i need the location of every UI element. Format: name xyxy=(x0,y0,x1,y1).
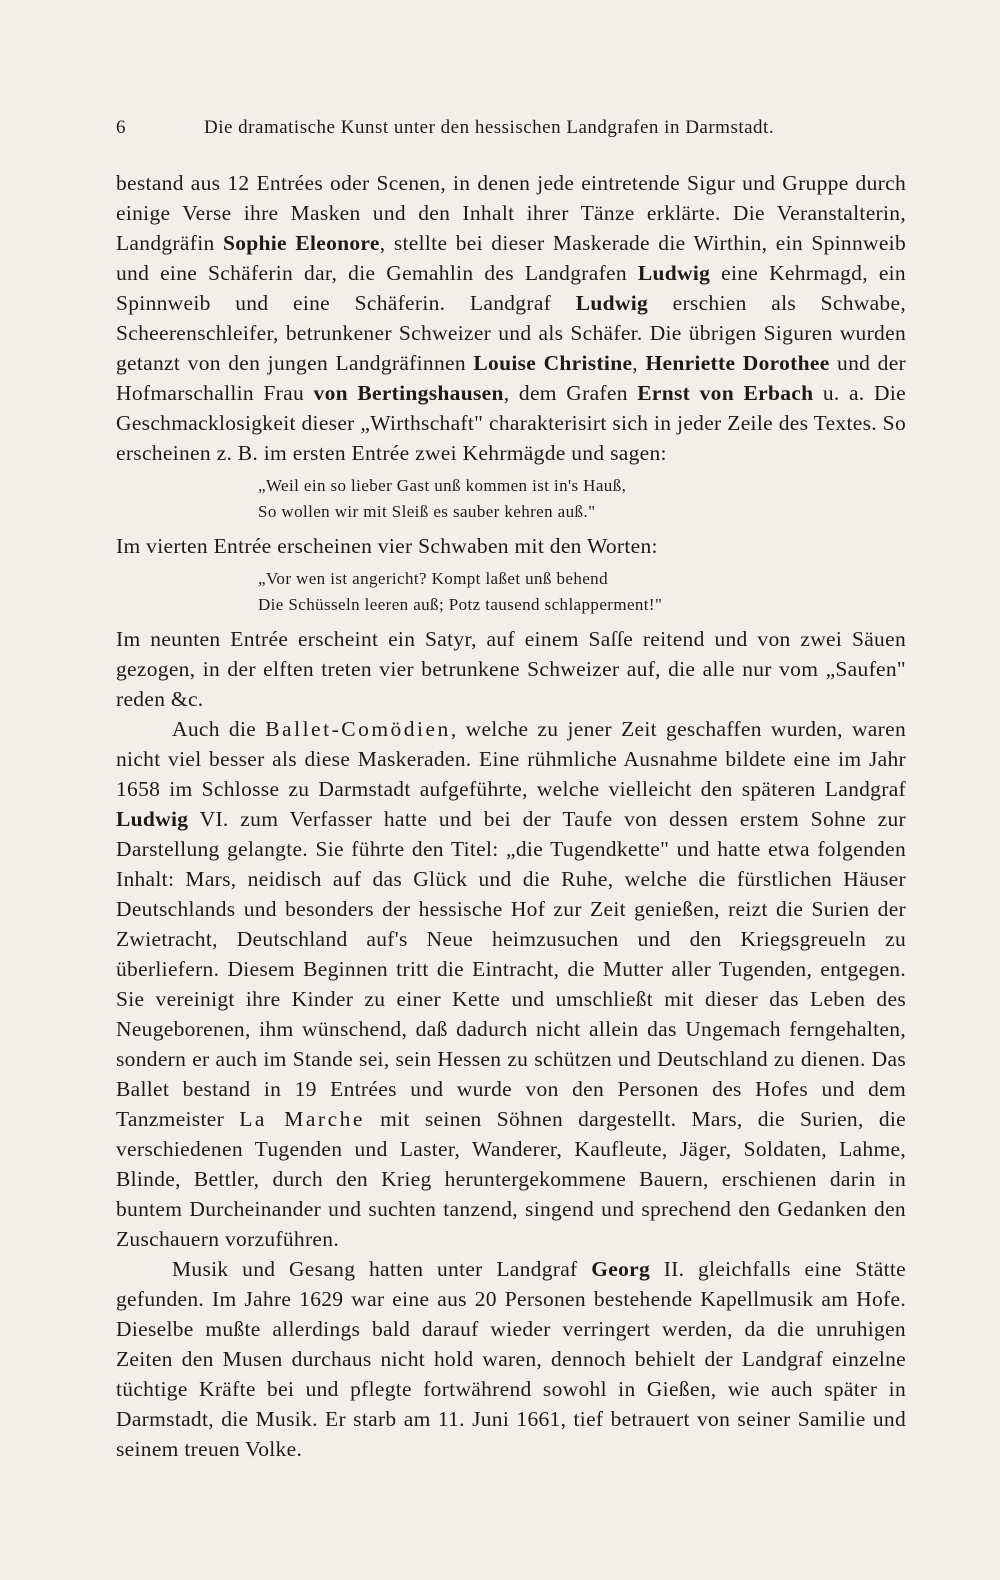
text-run: , stellte bei dieser Maskerade die Wirthin, ein Spinnweib und eine Schäferin dar, die Gemahlin des Landgrafen xyxy=(116,231,906,285)
verse-line: „Vor wen ist angericht? Kompt laßet unß behend xyxy=(258,569,608,588)
verse-line: So wollen wir mit Sleiß es sauber kehren auß." xyxy=(258,502,596,521)
paragraph-1 xyxy=(116,168,906,468)
person-name: Georg xyxy=(591,1257,651,1281)
verse-quote-2 xyxy=(258,566,906,618)
person-name: Louise Christine xyxy=(473,351,633,375)
text-run: , xyxy=(632,351,646,375)
paragraph-5 xyxy=(116,1254,906,1464)
spaced-term: Ballet-Comödien xyxy=(265,717,451,741)
text-run: u. a. Die Geschmacklosigkeit dieser „Wirthschaft" charakterisirt sich in jeder Zeile des Textes. So erscheinen z. B. im ersten Entrée zwei Kehrmägde und sagen: xyxy=(116,381,906,465)
text-run: bestand aus 12 Entrées oder Scenen, in denen jede eintretende Sigur und Gruppe durch einige Verse ihre Masken und den Inhalt ihrer Tänze erklärte. Die Veranstalterin, Landgräfin xyxy=(116,171,906,255)
text-run: , welche zu jener Zeit geschaffen wurden, waren nicht viel besser als diese Maskeraden. Eine rühmliche Ausnahme bildete eine im Jahr 1658 im Schlosse zu Darmstadt aufgeführte, welche vielleicht den späteren Landgraf xyxy=(116,717,906,801)
verse-quote-1 xyxy=(258,473,906,525)
page-header xyxy=(116,117,916,147)
verse-line: Die Schüsseln leeren auß; Potz tausend schlapperment!" xyxy=(258,595,663,614)
text-run: II. gleichfalls eine Stätte gefunden. Im Jahre 1629 war eine aus 20 Personen bestehende Kapellmusik am Hofe. Dieselbe mußte allerdings bald darauf wieder verringert werden, da die unruhigen Zeiten den Musen durchaus nicht hold waren, dennoch behielt der Landgraf einzelne tüchtige Kräfte bei und pflegte fortwährend sowohl in Gießen, wie auch später in Darmstadt, die Musik. Er starb am 11. Juni 1661, tief betrauert von seiner Samilie und seinem treuen Volke. xyxy=(116,1257,906,1461)
person-name: Ludwig xyxy=(116,807,189,831)
person-name: von Bertingshausen xyxy=(313,381,504,405)
text-run: mit seinen Söhnen dargestellt. Mars, die Surien, die verschiedenen Tugenden und Laster, Wanderer, Kaufleute, Jäger, Soldaten, Lahme, Blinde, Bettler, durch den Krieg heruntergekommene Bauern, erschienen darin in buntem Durcheinander und suchten tanzend, singend und sprechend den Gedanken den Zuschauern vorzuführen. xyxy=(116,1107,906,1251)
person-name: Sophie Eleonore xyxy=(222,231,380,255)
paragraph-3: Im neunten Entrée erscheint ein Satyr, auf einem Saſſe reitend und von zwei Säuen gezogen, in der elften treten vier betrunkene Schweizer auf, die alle nur vom „Saufen" reden &c. xyxy=(116,627,906,711)
paragraph-4 xyxy=(116,714,906,1254)
person-name: Ludwig xyxy=(575,291,649,315)
text-run: Auch die xyxy=(172,717,266,741)
page-number: 6 xyxy=(116,117,126,138)
person-name: Ernst von Erbach xyxy=(637,381,814,405)
spaced-term: La Marche xyxy=(239,1107,365,1131)
body-text xyxy=(116,168,906,1464)
text-run: erschien als Schwabe, Scheerenschleifer, betrunkener Schweizer und als Schäfer. Die übrigen Siguren wurden getanzt von den jungen Landgräfinnen xyxy=(116,291,906,375)
person-name: Ludwig xyxy=(637,261,711,285)
verse-line: „Weil ein so lieber Gast unß kommen ist in's Hauß, xyxy=(258,476,627,495)
text-run: Musik und Gesang hatten unter Landgraf xyxy=(172,1257,592,1281)
text-run: und der Hofmarschallin Frau xyxy=(116,351,907,405)
text-run: eine Kehrmagd, ein Spinnweib und eine Schäferin. Landgraf xyxy=(116,261,906,315)
text-run: , dem Grafen xyxy=(503,381,638,405)
running-title: Die dramatische Kunst unter den hessischen Landgrafen in Darmstadt. xyxy=(204,117,775,138)
person-name: Henriette Dorothee xyxy=(645,351,830,375)
paragraph-2: Im vierten Entrée erscheinen vier Schwaben mit den Worten: xyxy=(116,534,658,558)
text-run: VI. zum Verfasser hatte und bei der Taufe von dessen erstem Sohne zur Darstellung gelangte. Sie führte den Titel: „die Tugendkette" und hatte etwa folgenden Inhalt: Mars, neidisch auf das Glück und die Ruhe, welche die fürstlichen Häuser Deutschlands und besonders der hessische Hof zur Zeit genießen, reizt die Surien der Zwietracht, Deutschland auf's Neue heimzusuchen und den Kriegsgreueln zu überliefern. Diesem Beginnen tritt die Eintracht, die Mutter aller Tugenden, entgegen. Sie vereinigt ihre Kinder zu einer Kette und umschließt mit dieser das Leben des Neugeborenen, ihm wünschend, daß dadurch nicht allein das Ungemach ferngehalten, sondern er auch im Stande sei, sein Hessen zu schützen und Deutschland zu dienen. Das Ballet bestand in 19 Entrées und wurde von den Personen des Hofes und dem Tanzmeister xyxy=(116,807,906,1131)
